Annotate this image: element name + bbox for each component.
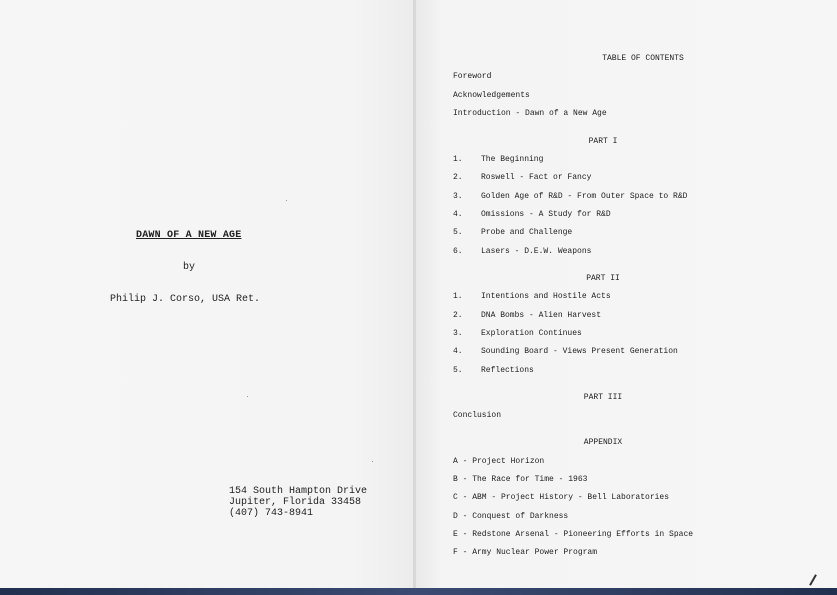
- scanner-edge: [0, 588, 837, 595]
- toc-conclusion: Conclusion: [453, 411, 502, 420]
- item-text: The Beginning: [481, 155, 544, 164]
- item-number: 5.: [453, 228, 463, 237]
- item-text: Golden Age of R&D - From Outer Space to R&D: [481, 192, 688, 201]
- part-heading: PART I: [588, 137, 618, 146]
- appendix-heading: APPENDIX: [583, 438, 623, 447]
- appendix-item: B - The Race for Time - 1963: [453, 475, 588, 484]
- item-number: 3.: [453, 192, 463, 201]
- address-line: Jupiter, Florida 33458: [229, 497, 362, 508]
- paper-speck: [247, 396, 248, 397]
- appendix-item: F - Army Nuclear Power Program: [453, 548, 598, 557]
- item-number: 2.: [453, 173, 463, 182]
- appendix-item: E - Redstone Arsenal - Pioneering Efforts in Space: [453, 530, 694, 539]
- paper-speck: [286, 200, 287, 201]
- item-text: Omissions - A Study for R&D: [481, 210, 611, 219]
- address-line: (407) 743-8941: [229, 508, 314, 519]
- part-heading: PART II: [586, 274, 620, 283]
- part-heading: PART III: [583, 393, 623, 402]
- left-page: [0, 0, 414, 588]
- item-number: 1.: [453, 292, 463, 301]
- item-number: 4.: [453, 210, 463, 219]
- toc-front-item: Foreword: [453, 72, 492, 81]
- item-text: Reflections: [481, 366, 534, 375]
- author-address: [229, 486, 367, 519]
- item-text: Exploration Continues: [481, 329, 582, 338]
- right-page: [416, 0, 837, 588]
- item-text: Sounding Board - Views Present Generation: [481, 347, 678, 356]
- toc-heading: TABLE OF CONTENTS: [602, 54, 684, 63]
- toc-front-item: Acknowledgements: [453, 91, 530, 100]
- item-number: 2.: [453, 311, 463, 320]
- item-number: 1.: [453, 155, 463, 164]
- item-text: Probe and Challenge: [481, 228, 573, 237]
- item-number: 6.: [453, 247, 463, 256]
- item-text: DNA Bombs - Alien Harvest: [481, 311, 602, 320]
- item-number: 5.: [453, 366, 463, 375]
- item-text: Lasers - D.E.W. Weapons: [481, 247, 592, 256]
- appendix-item: D - Conquest of Darkness: [453, 512, 569, 521]
- author-name: Philip J. Corso, USA Ret.: [110, 294, 261, 305]
- paper-speck: [372, 461, 373, 462]
- item-text: Intentions and Hostile Acts: [481, 292, 611, 301]
- appendix-item: C - ABM - Project History - Bell Laboratories: [453, 493, 670, 502]
- address-line: 154 South Hampton Drive: [229, 486, 368, 497]
- appendix-item: A - Project Horizon: [453, 457, 545, 466]
- item-number: 3.: [453, 329, 463, 338]
- book-title: DAWN OF A NEW AGE: [136, 230, 242, 241]
- item-number: 4.: [453, 347, 463, 356]
- by-line: by: [183, 262, 196, 273]
- item-text: Roswell - Fact or Fancy: [481, 173, 592, 182]
- toc-front-item: Introduction - Dawn of a New Age: [453, 109, 607, 118]
